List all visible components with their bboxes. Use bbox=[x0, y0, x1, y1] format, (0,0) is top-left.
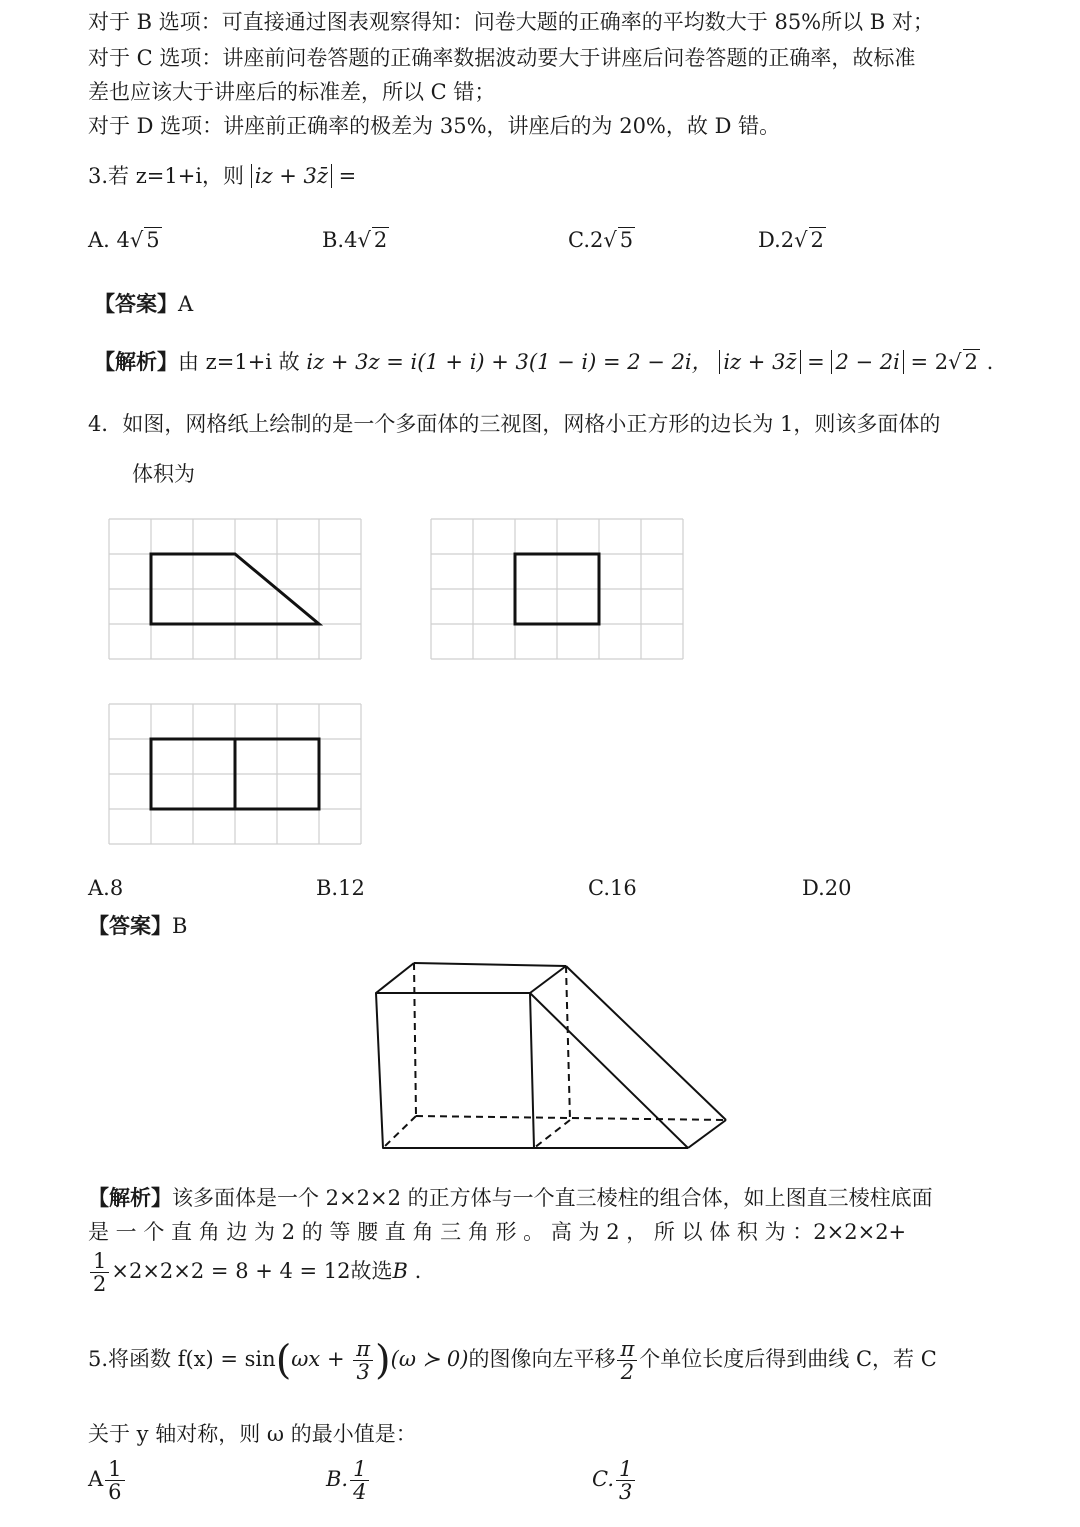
cube-top-right-edge bbox=[530, 966, 566, 993]
q4-solution-line2: 是 一 个 直 角 边 为 2 的 等 腰 直 角 三 角 形 。 高 为 2 ， 所 以 体 积 为 ：2×2×2+ bbox=[88, 1220, 907, 1244]
fraction-numerator: 1 bbox=[90, 1250, 109, 1273]
q3-stem-text: 3.若 z=1+i，则 bbox=[88, 164, 245, 188]
q3-option-coef: 4 bbox=[116, 228, 130, 252]
q4-stem-line1: 4．如图，网格纸上绘制的是一个多面体的三视图，网格小正方形的边长为 1，则该多面体的 bbox=[88, 412, 941, 436]
left-paren: ( bbox=[275, 1337, 292, 1384]
answer-value: B bbox=[172, 914, 188, 938]
solution-fraction bbox=[90, 1250, 109, 1295]
q3-option-label: A. bbox=[88, 228, 110, 252]
q5-option-c bbox=[592, 1458, 637, 1503]
q3-option-coef: 4 bbox=[344, 228, 358, 252]
fraction-denominator: 2 bbox=[93, 1272, 107, 1297]
q3-option-label: B. bbox=[322, 228, 345, 252]
hidden-vertical-left bbox=[414, 963, 416, 1116]
front-view-grid bbox=[108, 518, 362, 661]
q4-stem-line2: 体积为 bbox=[132, 462, 195, 486]
q5-option-fraction bbox=[105, 1458, 124, 1503]
q3-option-coef: 2 bbox=[780, 228, 795, 252]
q5-option-label: B. bbox=[326, 1467, 349, 1492]
solution-label: 【解析】 bbox=[94, 349, 178, 374]
q4-option-a: A.8 bbox=[88, 876, 124, 900]
fraction-denominator: 2 bbox=[620, 1360, 635, 1385]
q5-stem-mid: 的图像向左平移 bbox=[468, 1347, 616, 1372]
solution-choice: B bbox=[392, 1259, 408, 1284]
q5-option-b bbox=[326, 1458, 371, 1503]
solution-abs-left: iz + 3z̄ bbox=[719, 350, 800, 374]
fraction-denominator: 6 bbox=[108, 1480, 122, 1505]
q3-answer bbox=[94, 288, 193, 318]
cube-top-back-edge bbox=[414, 963, 566, 966]
q5-stem-inner: ωx + bbox=[291, 1347, 352, 1372]
cube-front-face bbox=[376, 993, 534, 1148]
fraction-numerator: 1 bbox=[350, 1458, 369, 1481]
pi-over-two bbox=[617, 1338, 637, 1383]
right-paren: ) bbox=[375, 1337, 391, 1384]
q2-option-c-analysis-line1: 对于 C 选项：讲座前问卷答题的正确率数据波动要大于讲座后问卷答题的正确率，故标准 bbox=[88, 46, 916, 70]
pi-over-three bbox=[353, 1338, 373, 1383]
hidden-bottom-left bbox=[383, 1116, 416, 1148]
q3-option-a: A. 4√ 5 bbox=[88, 228, 160, 252]
q3-option-radicand: 2 bbox=[373, 228, 388, 252]
q5-stem-suffix: 个单位长度后得到曲线 C，若 C bbox=[639, 1347, 937, 1372]
solution-computation: ×2×2×2 = 8 + 4 = 12故选 bbox=[111, 1259, 393, 1284]
q5-option-label: A bbox=[88, 1467, 104, 1492]
q5-option-label: C. bbox=[592, 1467, 614, 1492]
q3-option-b: B.4√ 2 bbox=[322, 228, 388, 252]
q2-option-c-analysis-line2: 差也应该大于讲座后的标准差，所以 C 错； bbox=[88, 80, 496, 104]
q5-option-fraction bbox=[616, 1458, 635, 1503]
q2-option-b-analysis: 对于 B 选项：可直接通过图表观察得知：问卷大题的正确率的平均数大于 85%所以 B 对； bbox=[88, 10, 934, 34]
hidden-bottom-right bbox=[534, 1120, 570, 1148]
polyhedron-figure bbox=[370, 958, 732, 1154]
q4-solution-line1 bbox=[88, 1182, 933, 1212]
q3-option-coef: 2 bbox=[590, 228, 604, 252]
hidden-bottom-back bbox=[416, 1116, 726, 1120]
q5-stem-prefix: 5.将函数 f(x) = sin bbox=[88, 1347, 276, 1372]
prism-end-edge bbox=[688, 1120, 726, 1148]
q4-option-b: B.12 bbox=[316, 876, 365, 900]
solution-abs-right: 2 − 2i bbox=[831, 350, 903, 374]
q2-option-d-analysis: 对于 D 选项：讲座前正确率的极差为 35%，讲座后的为 20%，故 D 错。 bbox=[88, 114, 781, 138]
hidden-vertical-right bbox=[566, 966, 570, 1120]
q3-option-label: D. bbox=[758, 228, 781, 252]
q4-solution-line3 bbox=[88, 1250, 421, 1295]
fraction-denominator: 4 bbox=[353, 1480, 367, 1505]
answer-label: 【答案】 bbox=[94, 291, 178, 316]
fraction-numerator: π bbox=[353, 1338, 373, 1361]
q5-omega-condition: (ω ≻ 0) bbox=[390, 1347, 469, 1372]
q3-option-radicand: 5 bbox=[619, 228, 634, 252]
q5-stem-line2: 关于 y 轴对称，则 ω 的最小值是： bbox=[88, 1422, 417, 1446]
q3-option-radicand: 2 bbox=[810, 228, 824, 252]
q5-stem-line1 bbox=[88, 1338, 937, 1383]
q3-stem-expression: iz + 3z̄ bbox=[251, 164, 332, 188]
q3-option-c: C.2√ 5 bbox=[568, 228, 634, 252]
solution-result-coef: = 2 bbox=[903, 350, 949, 374]
solution-label: 【解析】 bbox=[88, 1185, 172, 1210]
fraction-numerator: π bbox=[617, 1338, 637, 1361]
q4-answer bbox=[88, 910, 187, 940]
solution-equals: = bbox=[800, 350, 832, 374]
fraction-denominator: 3 bbox=[356, 1360, 370, 1385]
solution-end: . bbox=[979, 350, 994, 374]
solution-result-radicand: 2 bbox=[964, 350, 978, 374]
fraction-numerator: 1 bbox=[616, 1458, 635, 1481]
q5-option-a bbox=[88, 1458, 127, 1503]
answer-label: 【答案】 bbox=[88, 913, 172, 938]
q3-option-label: C. bbox=[568, 228, 590, 252]
q3-option-radicand: 5 bbox=[146, 228, 160, 252]
solution-text: 由 z=1+i 故 bbox=[178, 350, 300, 374]
q3-solution: 【解析】由 z=1+i 故 iz + 3z = i(1 + i) + 3(1 − i) = 2 − 2i， iz + 3z̄ = 2 − 2i = 2√ 2 . bbox=[94, 349, 994, 374]
q5-option-fraction bbox=[350, 1458, 369, 1503]
side-view-grid bbox=[430, 518, 684, 661]
q4-option-c: C.16 bbox=[588, 876, 637, 900]
q4-option-d: D.20 bbox=[802, 876, 852, 900]
prism-top-edge bbox=[566, 966, 726, 1120]
q3-option-d: D.2√ 2 bbox=[758, 228, 824, 252]
answer-value: A bbox=[178, 292, 194, 316]
cube-top-left-edge bbox=[376, 963, 414, 993]
fraction-numerator: 1 bbox=[105, 1458, 124, 1481]
fraction-denominator: 3 bbox=[619, 1480, 633, 1505]
solution-expression: iz + 3z = i(1 + i) + 3(1 − i) = 2 − 2i， bbox=[306, 350, 713, 374]
solution-end: . bbox=[407, 1259, 422, 1284]
prism-slant-edge bbox=[530, 993, 688, 1148]
top-view-grid bbox=[108, 703, 362, 846]
q3-stem-equals: = bbox=[338, 164, 357, 188]
q3-stem bbox=[88, 160, 356, 190]
solution-text: 该多面体是一个 2×2×2 的正方体与一个直三棱柱的组合体，如上图直三棱柱底面 bbox=[172, 1186, 933, 1210]
